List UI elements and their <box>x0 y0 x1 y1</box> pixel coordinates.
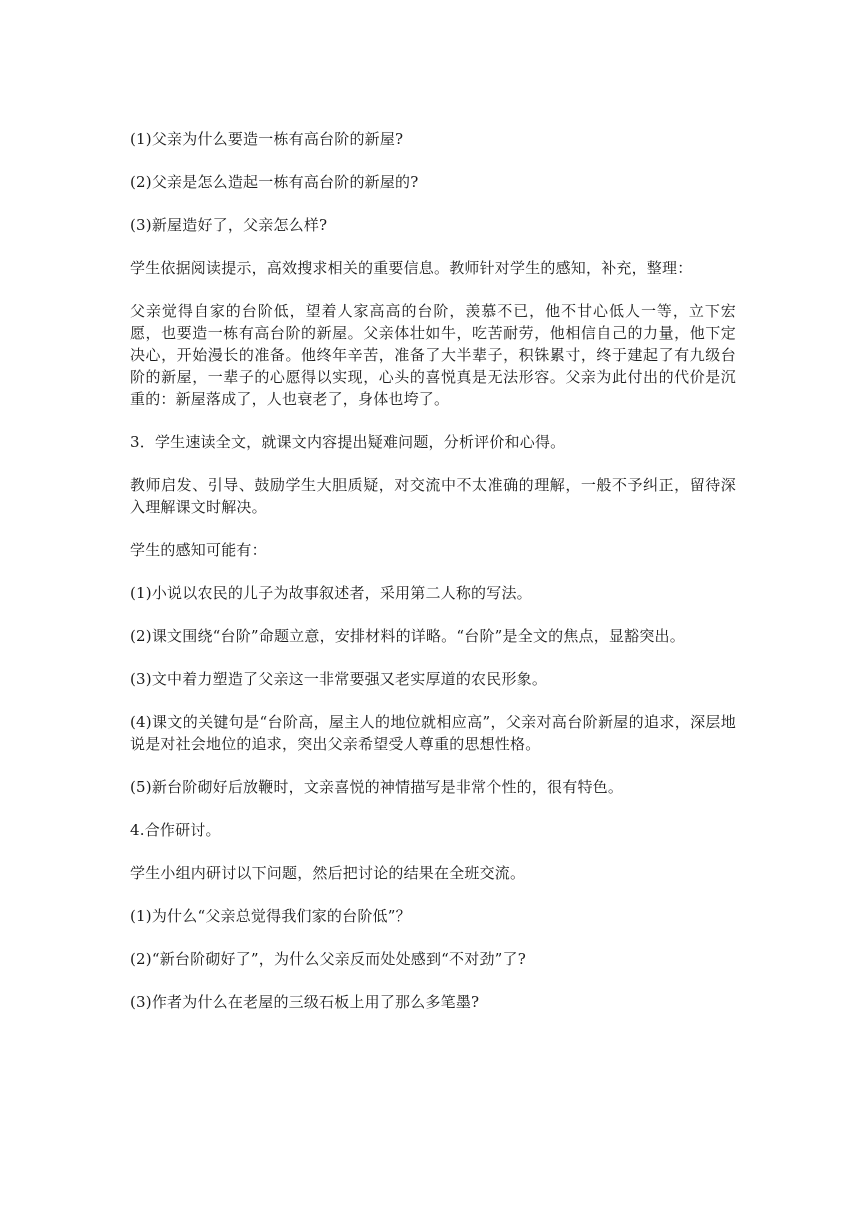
step-4-heading: 4.合作研讨。 <box>130 821 221 839</box>
perception-5: (5)新台阶砌好后放鞭时，文亲喜悦的神情描写是非常个性的，很有特色。 <box>130 778 624 796</box>
perception-3: (3)文中着力塑造了父亲这一非常要强又老实厚道的农民形象。 <box>130 670 548 688</box>
question-2: (2)父亲是怎么造起一栋有高台阶的新屋的? <box>130 173 419 191</box>
perception-1: (1)小说以农民的儿子为故事叙述者，采用第二人称的写法。 <box>130 584 532 602</box>
question-1: (1)父亲为什么要造一栋有高台阶的新屋? <box>130 130 404 148</box>
question-3: (3)新屋造好了，父亲怎么样? <box>130 216 328 234</box>
discussion-question-3: (3)作者为什么在老屋的三级石板上用了那么多笔墨? <box>130 993 480 1011</box>
teacher-summary-intro: 学生依据阅读提示，高效搜求相关的重要信息。教师针对学生的感知，补充，整理： <box>130 259 693 277</box>
perception-4: (4)课文的关键句是“台阶高，屋主人的地位就相应高”，父亲对高台阶新屋的追求，深层地说是对社会地位的追求，突出父亲希望受人尊重的思想性格。 <box>130 713 736 753</box>
perception-2: (2)课文围绕“台阶”命题立意，安排材料的详略。“台阶”是全文的焦点，显豁突出。 <box>130 627 685 645</box>
teacher-guidance: 教师启发、引导、鼓励学生大胆质疑，对交流中不太准确的理解，一般不予纠正，留待深入理解课文时解决。 <box>130 476 736 516</box>
step-3-heading: 3．学生速读全文，就课文内容提出疑难问题，分析评价和心得。 <box>130 433 566 451</box>
summary-paragraph: 父亲觉得自家的台阶低，望着人家高高的台阶，羡慕不已，他不甘心低人一等，立下宏愿，也要造一栋有高台阶的新屋。父亲体壮如牛，吃苦耐劳，他相信自己的力量，他下定决心，开始漫长的准备。他终年辛苦，准备了大半辈子，积铢累寸，终于建起了有九级台阶的新屋，一辈子的心愿得以实现，心头的喜悦真是无法形容。父亲为此付出的代价是沉重的：新屋落成了，人也衰老了，身体也垮了。 <box>130 302 736 408</box>
group-discussion-intro: 学生小组内研讨以下问题，然后把讨论的结果在全班交流。 <box>130 864 526 882</box>
discussion-question-2: (2)“新台阶砌好了”，为什么父亲反而处处感到“不对劲”了? <box>130 950 526 968</box>
document-page <box>130 128 736 1034</box>
student-perceptions-intro: 学生的感知可能有： <box>130 541 267 559</box>
discussion-question-1: (1)为什么“父亲总觉得我们家的台阶低”？ <box>130 907 411 925</box>
